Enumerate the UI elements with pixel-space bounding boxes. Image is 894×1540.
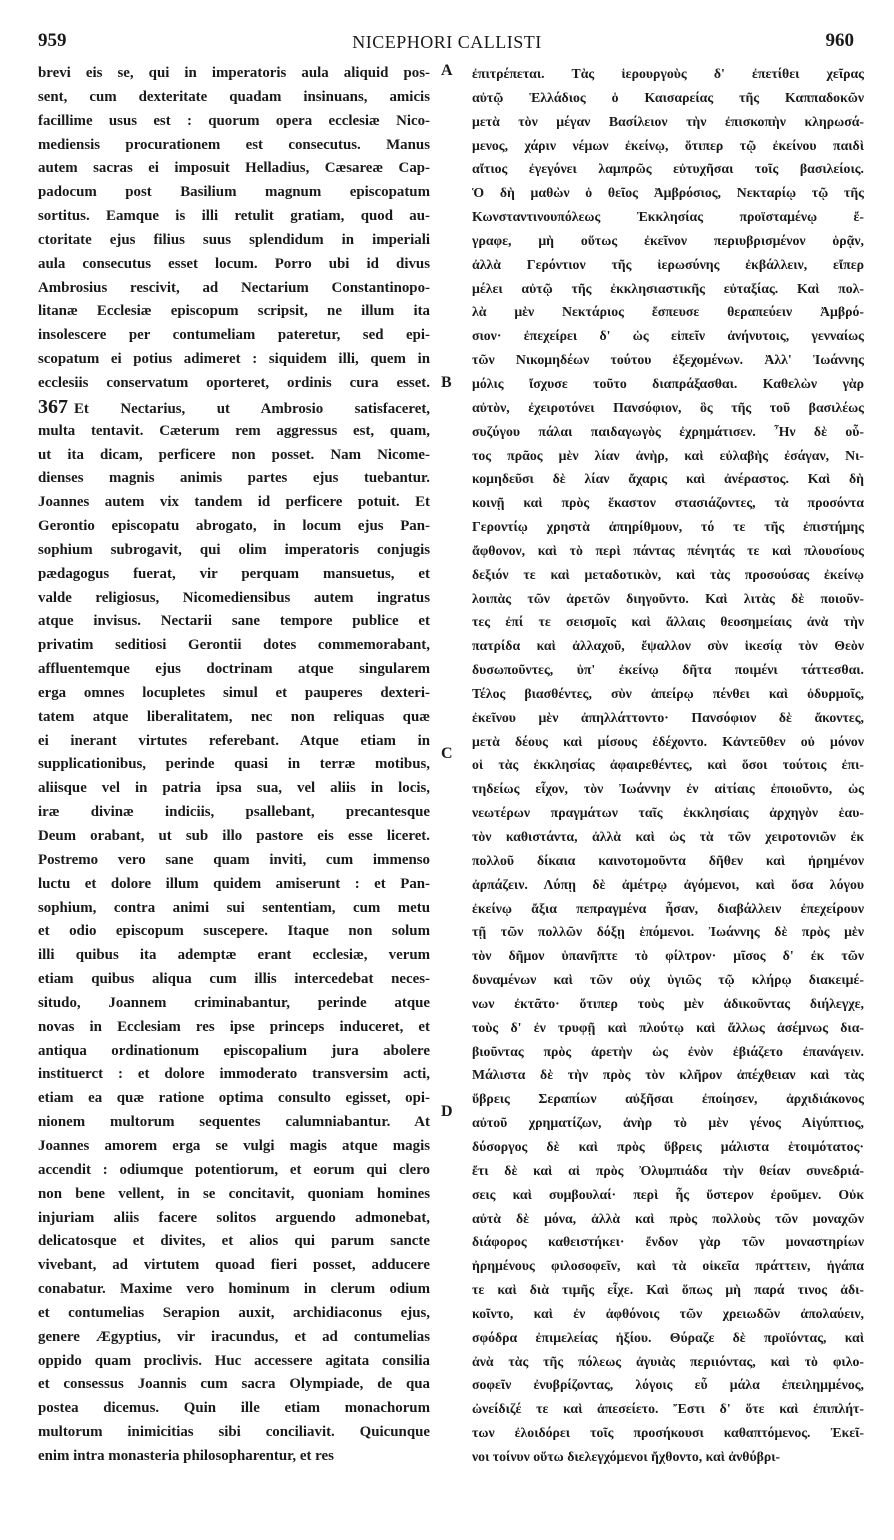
greek-column: [472, 62, 864, 1469]
greek-line-text: μόλις ἴσχυσε τοῦτο διαπράξασθαι. Καθελὼν γὰρ: [472, 375, 864, 391]
latin-line-text: Gerontio episcopatu abrogato, in locum ejus Pan-: [38, 518, 430, 535]
section-marker-b: B: [441, 374, 452, 391]
running-header: [34, 30, 860, 60]
greek-line: [472, 1016, 864, 1040]
greek-line-text: τες ἐπί τε σεισμοῖς καὶ ἄλλαις θεοσημείαις ἀνὰ τὴν: [472, 614, 864, 630]
greek-line-text: νοι τοίνυν οὕτω διελεγχόμενοι ἤχθοντο, καὶ ἀνθύβρι-: [472, 1448, 781, 1464]
greek-line-text: κοινῇ καὶ πρὸς ἕκαστον στασιάζοντες, τὰ προσόντα: [472, 495, 864, 511]
latin-line: [38, 873, 430, 897]
section-marker-a: A: [441, 62, 453, 79]
greek-line: [472, 1063, 864, 1087]
greek-line-text: σοφεῖν ἐνυβρίζοντας, λόγοις εὖ μάλα ἐπειλημμένος,: [472, 1377, 864, 1393]
latin-line-text: vivebant, ad virtutem quoad fieri posset, adducere: [38, 1257, 430, 1274]
latin-line: [38, 1207, 430, 1231]
greek-line: [472, 110, 864, 134]
greek-line: [472, 920, 864, 944]
greek-line: [472, 730, 864, 754]
greek-line-text: μέλει αὐτῷ τῆς ἐκκλησιαστικῆς εὐταξίας. Καὶ πολ-: [472, 280, 864, 296]
latin-line-text: erga omnes locupletes simul et pauperes dexteri-: [38, 684, 430, 701]
latin-line: [38, 1350, 430, 1374]
latin-line-text: Postremo vero sane quam inviti, cum immenso: [38, 851, 430, 868]
latin-line: [38, 1040, 430, 1064]
latin-line-text: sophium subrogavit, qui olim imperatoris conjugis: [38, 541, 430, 558]
latin-line-text: ecclesiis conservatum oporteret, ordinis cura esset.: [38, 374, 430, 391]
greek-line-text: Μάλιστα δὲ τὴν πρὸς τὸν κλῆρον ἀπέχθειαν καὶ τὰς: [472, 1067, 864, 1083]
greek-line: [472, 825, 864, 849]
latin-line: [38, 753, 430, 777]
greek-line: [472, 706, 864, 730]
greek-line-text: αὐτὸν, ἐχειροτόνει Πανσόφιον, ὃς τῆς τοῦ βασιλέως: [472, 399, 864, 415]
greek-line-text: συζύγου πάλαι παιδαγωγὸς ἐχρημάτισεν. Ἦν δὲ οὗ-: [472, 423, 864, 439]
greek-line: [472, 157, 864, 181]
greek-line: [472, 897, 864, 921]
greek-line: [472, 62, 864, 86]
section-marker-c: C: [441, 745, 453, 762]
greek-line: [472, 372, 864, 396]
latin-line: [38, 801, 430, 825]
greek-line-text: μετὰ τὸν μέγαν Βασίλειον τὴν ἐπισκοπὴν κληρωσά-: [472, 113, 864, 129]
latin-line: [38, 134, 430, 158]
latin-line-text: multa tentavit. Cæterum rem aggressus est, quam,: [38, 422, 430, 439]
greek-line-text: οἱ τὰς ἐκκλησίας ἀφαιρεθέντες, καὶ ὅσοι τούτοις ἐπι-: [472, 757, 864, 773]
latin-line-text: aliisque vel in patria ipsa sua, vel aliis in locis,: [38, 780, 430, 797]
latin-line-text: mediensis procurationem est consecutus. Manus: [38, 136, 430, 153]
greek-line: [472, 86, 864, 110]
greek-line-text: δυναμένων καὶ τῶν οὐχ ὑγιῶς τῷ κλήρῳ διακειμέ-: [472, 972, 864, 988]
latin-line-text: iræ divinæ indiciis, psallebant, precantesque: [38, 804, 430, 821]
latin-line: [38, 181, 430, 205]
latin-line-text: litanæ Ecclesiæ episcopum scripsit, ne illum ita: [38, 303, 430, 320]
latin-line-text: padocum post Basilium magnum episcopatum: [38, 184, 430, 201]
latin-line: [38, 1445, 430, 1469]
greek-line-text: τος πρᾶος μὲν λίαν ἀνὴρ, καὶ εὐλαβὴς ἐσάγαν, Νι-: [472, 447, 864, 463]
latin-line-text: scopatum ei potius adimeret : siquidem illi, quem in: [38, 351, 430, 368]
greek-line: [472, 253, 864, 277]
latin-line-text: brevi eis se, qui in imperatoris aula aliquid pos-: [38, 65, 430, 81]
chapter-number: 367: [38, 395, 68, 418]
greek-line: [472, 277, 864, 301]
latin-line: [38, 1421, 430, 1445]
greek-line: [472, 944, 864, 968]
latin-line: [38, 396, 430, 420]
greek-line-text: τηδείως εἶχον, τὸν Ἰωάννην ἐν αἰτίαις ἐποιοῦντο, ὡς: [472, 781, 864, 797]
greek-line: [472, 1397, 864, 1421]
greek-line-text: μετὰ δέους καὶ μίσους ἐδέχοντο. Κἀντεῦθεν οὐ μόνον: [472, 733, 864, 749]
latin-line-text: ctoritate ejus filius suus splendidum in imperiali: [38, 231, 430, 248]
latin-line-text: sophium, contra animi sui sententiam, cum metu: [38, 899, 430, 916]
page-number-left: 959: [38, 30, 67, 51]
latin-line: [38, 420, 430, 444]
greek-line: [472, 420, 864, 444]
greek-line-text: δύσοργος δὲ καὶ πρὸς ὕβρεις μάλιστα ἑτοιμότατος·: [472, 1138, 864, 1154]
latin-line-text: dienses magnis animis partes ejus tuebantur.: [38, 470, 430, 487]
greek-line: [472, 1254, 864, 1278]
greek-line-text: κομηδεῦσι δὲ λίαν ἄχαρις καὶ ἀνέραστος. Καὶ δὴ: [472, 471, 864, 487]
greek-line-text: γραφε, μὴ οὕτως ἐκεῖνον περιυβρισμένον ὁρᾷν,: [472, 232, 864, 248]
greek-line-text: τῶν Νικομηδέων τούτου ἐξεχομένων. Ἀλλ' Ἰωάννης: [472, 352, 864, 368]
latin-line-text: et consessus Joannis cum sacra Olympiade, de qua: [38, 1376, 430, 1393]
greek-line-text: Ὁ δὴ μαθὼν ὁ θεῖος Ἀμβρόσιος, Νεκταρίῳ τῷ τῆς: [472, 185, 864, 201]
greek-line-text: αἴτιος ἐγεγόνει λαμπρῶς εὐτυχῆσαι τοῖς βασιλείοις.: [472, 161, 864, 177]
latin-line-text: Joannes autem vix tandem id perficere potuit. Et: [38, 494, 430, 511]
latin-line: [38, 1063, 430, 1087]
latin-line: [38, 944, 430, 968]
latin-line: [38, 253, 430, 277]
latin-line-text: supplicationibus, perinde quasi in terræ motibus,: [38, 756, 430, 773]
latin-line: [38, 444, 430, 468]
greek-line: [472, 324, 864, 348]
greek-line: [472, 1207, 864, 1231]
latin-line-text: sortitus. Eamque is illi retulit gratiam, quod au-: [38, 208, 430, 225]
latin-line: [38, 1183, 430, 1207]
greek-line: [472, 205, 864, 229]
greek-line-text: Κωνσταντινουπόλεως Ἐκκλησίας προϊσταμένῳ ἔ-: [472, 209, 864, 225]
latin-line: [38, 730, 430, 754]
latin-line: [38, 348, 430, 372]
latin-line: [38, 300, 430, 324]
latin-line: [38, 1111, 430, 1135]
latin-line: [38, 1159, 430, 1183]
greek-line-text: σιον· ἐπεχείρει δ' ὡς εἰπεῖν ἀνήνυτοις, γενναίως: [472, 328, 864, 344]
latin-line-text: atque invisus. Nectarii sane tempore publice et: [38, 613, 430, 630]
latin-line-text: illi quibus ita ademptæ erant ecclesiæ, verum: [38, 947, 430, 964]
greek-line: [472, 873, 864, 897]
greek-line-text: πολλοῦ δίκαια καινοτομοῦντα δῆθεν καὶ ἠρημένον: [472, 852, 864, 868]
greek-line: [472, 1302, 864, 1326]
greek-line-text: νων ἐκτᾶτο· ὅτιπερ τοὺς μὲν ἀδικοῦντας διήλεγχε,: [472, 995, 864, 1011]
greek-line-text: νεωτέρων πραγμάτων ταῖς ἐκκλησίαις ἀρχηγὸν ἑαυ-: [472, 805, 864, 821]
greek-line-text: ἄφθονον, καὶ τὸ περὶ πάντας πένητάς τε καὶ πλουσίους: [472, 542, 864, 558]
latin-line-text: Deum orabant, ut sub illo pastore eis esse liceret.: [38, 828, 430, 844]
greek-line-text: λὰ μὲν Νεκτάριος ἔσπευσε θεραπεύειν Ἀμβρό-: [472, 304, 864, 320]
latin-line-text: etiam ea quæ ratione optima consulto egisset, opi-: [38, 1090, 430, 1107]
latin-line: [38, 992, 430, 1016]
greek-line-text: αὐτῷ Ἑλλάδιος ὁ Καισαρείας τῆς Καππαδοκῶν: [472, 89, 864, 105]
latin-line-text: autem sacras ei imposuit Helladius, Cæsareæ Cap-: [38, 160, 430, 177]
greek-line-text: ἔτι δὲ καὶ αἱ πρὸς Ὀλυμπιάδα τὴν θείαν συνεδριά-: [472, 1162, 864, 1178]
greek-line-text: σφόδρα ἐπιμελείας ἠξίου. Θύραζε δὲ προϊόντας, καὶ: [472, 1329, 864, 1345]
greek-line: [472, 658, 864, 682]
latin-line: [38, 1135, 430, 1159]
latin-line-text: ei inerant virtutes referebant. Atque etiam in: [38, 732, 430, 749]
greek-line: [472, 777, 864, 801]
greek-line: [472, 300, 864, 324]
greek-line-text: ἐκεῖνου μὲν ἀπηλλάττοντο· Πανσόφιον δὲ ἄκοντες,: [472, 709, 864, 725]
greek-line: [472, 229, 864, 253]
latin-line-text: etiam quibus aliqua cum illis intercedebat neces-: [38, 971, 430, 988]
greek-line: [472, 491, 864, 515]
greek-line-text: των ἐλοιδόρει τοῖς προσήκουσι καθαπτόμενος. Ἐκεῖ-: [472, 1425, 864, 1441]
latin-line-text: sent, cum dexteritate quadam insinuans, amicis: [38, 88, 430, 105]
greek-line: [472, 682, 864, 706]
greek-line-text: ἐκείνῳ ἄξια πεπραγμένα ἦσαν, διαβάλλειν ἐπεχείρουν: [472, 900, 864, 916]
latin-line: [38, 658, 430, 682]
greek-line-text: πατρίδα καὶ ἀλλαχοῦ, ἔψαλλον σὺν ἱκεσίᾳ τὸν Θεὸν: [472, 638, 864, 654]
latin-line: [38, 1373, 430, 1397]
greek-line: [472, 587, 864, 611]
latin-line-text: situdo, Joannem criminabantur, perinde atque: [38, 994, 430, 1011]
greek-line-text: βιοῦντας πρὸς ἀρετὴν ὡς ἐνὸν ἐβιάζετο ἐπανάγειν.: [472, 1043, 864, 1059]
latin-line: [38, 1254, 430, 1278]
greek-line: [472, 1350, 864, 1374]
latin-line-text: multorum inimicitias sibi conciliavit. Quicunque: [38, 1424, 430, 1441]
greek-line-text: ἠρημένους φιλοσοφεῖν, καὶ τὰ οἰκεῖα πράττειν, ἠγάπα: [472, 1258, 864, 1274]
latin-line: [38, 62, 430, 86]
latin-line-text: Joannes amorem erga se vulgi magis atque magis: [38, 1137, 430, 1154]
latin-line-text: nionem multorum sequentes calumniabantur. At: [38, 1114, 430, 1131]
greek-line: [472, 181, 864, 205]
latin-line-text: injuriam aliis facere solitos arguendo admonebat,: [38, 1209, 430, 1226]
latin-line: [38, 372, 430, 396]
latin-line-text: antiqua ordinationum episcopalium jura abolere: [38, 1042, 430, 1059]
greek-line-text: σεις καὶ συμβουλαί· περὶ ἧς ὕστερον ἐροῦμεν. Οὐκ: [472, 1186, 864, 1202]
latin-line: [38, 467, 430, 491]
greek-line-text: αὐτὰ δὲ μόνα, ἀλλὰ καὶ πρὸς πολλοὺς τῶν μοναχῶν: [472, 1210, 864, 1226]
latin-line: [38, 634, 430, 658]
greek-line: [472, 1373, 864, 1397]
greek-line: [472, 1135, 864, 1159]
latin-line: [38, 277, 430, 301]
greek-line-text: τε καὶ διὰ τιμῆς εἶχε. Καὶ ὅπως μὴ παρά τινος ἀδι-: [472, 1282, 864, 1298]
latin-line-text: delicatosque et divites, et alios qui parum sancte: [38, 1233, 430, 1250]
running-title: NICEPHORI CALLISTI: [352, 32, 542, 52]
latin-line-text: non bene vellent, in se concitavit, quoniam homines: [38, 1185, 430, 1202]
page-number-right: 960: [825, 30, 854, 51]
greek-line-text: τὸν δῆμον ὑπανῆπτε τὸ φίλτρον· μῖσος δ' ἐκ τῶν: [472, 948, 864, 964]
greek-line: [472, 992, 864, 1016]
latin-line-text: luctu et dolore illum quidem amiserunt : et Pan-: [38, 875, 430, 892]
section-marker-d: D: [441, 1103, 453, 1120]
latin-line: [38, 897, 430, 921]
greek-line: [472, 968, 864, 992]
latin-line: [38, 1397, 430, 1421]
greek-line-text: μενος, χάριν νέμων ἐκείνῳ, ὅτιπερ τῷ ἐκείνου παιδὶ: [472, 137, 864, 153]
latin-line: [38, 1278, 430, 1302]
greek-line: [472, 134, 864, 158]
greek-line: [472, 467, 864, 491]
greek-line: [472, 801, 864, 825]
latin-line-text: et odio episcopum suscepere. Itaque non solum: [38, 923, 430, 940]
latin-line-text: oppido quam proclivis. Huc accessere agitata consilia: [38, 1352, 430, 1369]
greek-line: [472, 539, 864, 563]
latin-line: [38, 157, 430, 181]
latin-line-text: accendit : odiumque potentiorum, et eorum qui clero: [38, 1161, 430, 1178]
greek-line-text: τοὺς δ' ἐν τρυφῇ καὶ πλούτῳ καὶ ἄλλως ἀσέμνως δια-: [472, 1019, 864, 1035]
greek-line-text: ἀρπάζειν. Λύπῃ δὲ ἀμέτρῳ ἀγόμενοι, καὶ ὅσα λόγου: [472, 876, 864, 892]
greek-line-text: διάφορος καθειστήκει· ἔνδον γὰρ τῶν μοναστηρίων: [472, 1234, 864, 1250]
greek-line: [472, 1087, 864, 1111]
latin-line-text: novas in Ecclesiam res ipse princeps induceret, et: [38, 1018, 430, 1035]
latin-line: [38, 110, 430, 134]
greek-line-text: ἐπιτρέπεται. Τὰς ἱερουργοὺς δ' ἐπετίθει χεῖρας: [472, 66, 864, 81]
latin-line-text: conabatur. Maxime vero hominum in clerum odium: [38, 1281, 430, 1298]
latin-line: [38, 825, 430, 849]
greek-line: [472, 1230, 864, 1254]
greek-line: [472, 348, 864, 372]
latin-line: [38, 682, 430, 706]
latin-line-text: affluentemque ejus doctrinam atque singularem: [38, 661, 430, 678]
greek-line: [472, 1040, 864, 1064]
greek-line: [472, 1183, 864, 1207]
greek-line: [472, 1445, 864, 1469]
latin-line-text: insolescere per contumeliam pateretur, sed epi-: [38, 327, 430, 344]
latin-line-text: pædagogus fuerat, vir perquam mansuetus, et: [38, 565, 430, 582]
greek-line: [472, 1278, 864, 1302]
latin-column: [38, 62, 430, 1469]
latin-line: [38, 968, 430, 992]
greek-line-text: δεξιόν τε καὶ μεταδοτικὸν, καὶ τὰς προσούσας ἐκείνῳ: [472, 566, 864, 582]
greek-line: [472, 634, 864, 658]
greek-line-text: τὸν καθιστάντα, ἀλλὰ καὶ ὡς τὰ τῶν χειροτονιῶν ἐκ: [472, 829, 864, 844]
greek-line-text: ὕβρεις Σεραπίων αὐξῆσαι ἐποίησεν, ἀρχιδιάκονος: [472, 1091, 864, 1107]
latin-line-text: et contumelias Serapion auxit, archidiaconus ejus,: [38, 1304, 430, 1321]
latin-line: [38, 777, 430, 801]
latin-line-text: instituerct : et dolore immoderato transversim acti,: [38, 1066, 430, 1083]
latin-line: [38, 491, 430, 515]
latin-line: [38, 563, 430, 587]
greek-line-text: ἀνὰ τὰς τῆς πόλεως ἀγυιὰς περιιόντας, καὶ τὸ φιλο-: [472, 1353, 864, 1369]
latin-line: [38, 324, 430, 348]
latin-line: [38, 706, 430, 730]
greek-line: [472, 1421, 864, 1445]
latin-line-text: postea dicemus. Quin ille etiam monachorum: [38, 1400, 430, 1417]
greek-line-text: ἀλλὰ Γερόντιον τῆς ἱερωσύνης ἐκβάλλειν, εἴπερ: [472, 256, 864, 272]
greek-line-text: Γεροντίῳ χρηστὰ ἀπηρίθμουν, τό τε τῆς ἐπιστήμης: [472, 519, 864, 535]
latin-line: [38, 610, 430, 634]
greek-line: [472, 1159, 864, 1183]
latin-line-text: tatem atque liberalitatem, nec non reliquas quæ: [38, 708, 430, 725]
greek-line-text: Τέλος βιασθέντες, σὺν ἀπείρῳ πένθει καὶ ὀδυρμοῖς,: [472, 685, 864, 701]
latin-line-text: ut ita dicam, perficere non posset. Nam Nicome-: [38, 446, 430, 463]
latin-line-text: Et Nectarius, ut Ambrosio satisfaceret,: [74, 400, 430, 417]
latin-line: [38, 86, 430, 110]
greek-line: [472, 753, 864, 777]
greek-line: [472, 515, 864, 539]
greek-line: [472, 610, 864, 634]
greek-line-text: λοιπὰς τῶν ἀρετῶν διηγοῦντο. Καὶ λιτὰς δὲ ποιοῦν-: [472, 590, 864, 606]
latin-line: [38, 920, 430, 944]
latin-line: [38, 205, 430, 229]
greek-line-text: δυσωποῦντες, ὑπ' ἐκείνῳ δῆτα ποιμένι τάττεσθαι.: [472, 662, 864, 678]
greek-line: [472, 1111, 864, 1135]
latin-line: [38, 1087, 430, 1111]
latin-line-text: facillime usus est : quorum opera ecclesiæ Nico-: [38, 112, 430, 129]
greek-line: [472, 396, 864, 420]
latin-line: [38, 1302, 430, 1326]
greek-line-text: αὐτοῦ χρηματίζων, ἀνὴρ τὸ μὲν γένος Αἰγύπτιος,: [472, 1115, 864, 1131]
latin-line-text: valde religiosus, Nicomediensibus autem ingratus: [38, 589, 430, 606]
latin-line-text: privatim seditiosi Gerontii dotes commemorabant,: [38, 637, 430, 654]
greek-line-text: ὠνείδιζέ τε καὶ ἀπεσείετο. Ἔστι δ' ὅτε καὶ ἐπιπλήτ-: [472, 1401, 864, 1417]
greek-line-text: κοῖντο, καὶ ἐν ἀφθόνοις τῶν χρειωδῶν ἀπολαύειν,: [472, 1305, 864, 1321]
greek-line: [472, 849, 864, 873]
greek-line-text: τῇ τῶν πολλῶν δόξῃ ἑπόμενοι. Ἰωάννης δὲ πρὸς μὲν: [472, 924, 864, 940]
latin-line-text: aula consecutus esset locum. Porro ubi id divus: [38, 255, 430, 272]
latin-line-text: enim intra monasteria philosopharentur, et res: [38, 1447, 334, 1464]
latin-line: [38, 539, 430, 563]
greek-line: [472, 563, 864, 587]
latin-line: [38, 515, 430, 539]
latin-line: [38, 849, 430, 873]
greek-line: [472, 1326, 864, 1350]
latin-line: [38, 229, 430, 253]
latin-line: [38, 1230, 430, 1254]
latin-line: [38, 587, 430, 611]
greek-line: [472, 444, 864, 468]
latin-line: [38, 1326, 430, 1350]
latin-line: [38, 1016, 430, 1040]
latin-line-text: genere Ægyptius, vir iracundus, et ad contumelias: [38, 1328, 430, 1345]
latin-line-text: Ambrosius rescivit, ad Nectarium Constantinopo-: [38, 279, 430, 296]
